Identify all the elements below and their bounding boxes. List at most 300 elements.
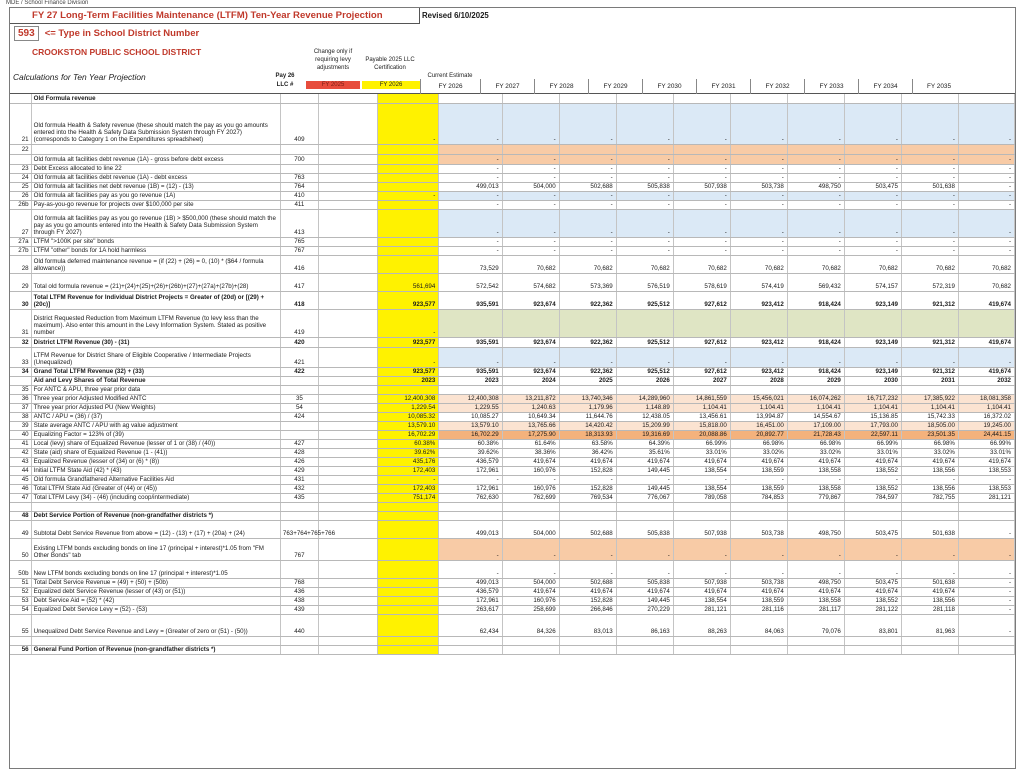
llc-number: 424 [280, 412, 318, 421]
llc-number: 435 [280, 493, 318, 502]
year-value-cell [439, 502, 502, 511]
year-value-cell: - [844, 209, 901, 237]
year-value-cell [502, 385, 559, 394]
llc-certification-value [378, 94, 439, 103]
llc-number: 767 [280, 246, 318, 255]
year-value-cell: 923,149 [844, 337, 901, 347]
year-value-cell [439, 636, 502, 645]
year-value-cell: 505,838 [616, 578, 673, 587]
year-value-cell: 935,591 [439, 337, 502, 347]
year-value-cell: - [844, 191, 901, 200]
year-value-cell [502, 636, 559, 645]
year-value-cell: - [616, 191, 673, 200]
table-row [10, 448, 1015, 457]
pay26-header: Pay 26 [275, 73, 295, 79]
year-value-cell [439, 309, 502, 337]
table-row [10, 560, 1015, 578]
year-value-cell: 501,638 [901, 182, 958, 191]
table-row [10, 154, 1015, 164]
line-number: 56 [10, 645, 31, 654]
change-only-cell [318, 209, 377, 237]
year-value-cell [439, 645, 502, 654]
year-value-cell: 17,275.90 [502, 430, 559, 439]
year-value-cell [502, 144, 559, 154]
llc-certification-value [378, 605, 439, 614]
year-value-cell: 922,362 [559, 367, 616, 376]
calculations-label: Calculations for Ten Year Projection [13, 72, 146, 82]
year-value-cell: 762,630 [439, 493, 502, 502]
year-value-cell: 23,501.35 [901, 430, 958, 439]
year-value-cell: - [844, 538, 901, 560]
llc-number: 416 [280, 255, 318, 273]
year-value-cell: - [559, 191, 616, 200]
year-value-cell: 2030 [844, 376, 901, 385]
year-value-cell: 2029 [787, 376, 844, 385]
year-value-cell: 1,104.41 [901, 403, 958, 412]
year-value-cell: 138,558 [787, 484, 844, 493]
row-description: Old formula alt facilities net debt revenue (1B) = (12) - (13) [31, 182, 280, 191]
year-value-cell: - [730, 209, 787, 237]
row-description: Old formula deferred maintenance revenue = (if (22) + (26) = 0, (10) * ($64 / formula allowance)) [31, 255, 280, 273]
line-number: 28 [10, 255, 31, 273]
row-description: Old formula alt facilities debt revenue (1A) - debt excess [31, 173, 280, 182]
year-value-cell: - [616, 475, 673, 484]
year-value-cell: 921,312 [901, 367, 958, 376]
year-value-cell: 498,750 [787, 520, 844, 538]
table-row [10, 237, 1015, 246]
year-value-cell: 10,649.34 [502, 412, 559, 421]
year-value-cell: - [502, 200, 559, 209]
line-number: 44 [10, 466, 31, 475]
year-value-cell: 419,674 [958, 367, 1014, 376]
year-value-cell: - [559, 209, 616, 237]
table-row [10, 337, 1015, 347]
change-only-cell [318, 394, 377, 403]
row-description: LTFM "other" bonds for 1A hold harmless [31, 246, 280, 255]
table-row [10, 538, 1015, 560]
year-value-cell [616, 636, 673, 645]
row-description: For ANTC & APU, three year prior data [31, 385, 280, 394]
change-only-cell [318, 475, 377, 484]
year-value-cell: - [901, 475, 958, 484]
year-value-cell: - [616, 237, 673, 246]
year-value-cell: - [502, 173, 559, 182]
year-value-cell [844, 385, 901, 394]
llc-number: 767 [280, 538, 318, 560]
year-value-cell [958, 309, 1014, 337]
breadcrumb: MDE / School Finance Division [6, 0, 89, 6]
change-only-cell [318, 144, 377, 154]
llc-certification-value: 10,085.32 [378, 412, 439, 421]
year-value-cell: 138,552 [844, 596, 901, 605]
year-value-cell: 419,674 [730, 457, 787, 466]
year-value-cell: 419,674 [844, 457, 901, 466]
year-value-cell [787, 385, 844, 394]
year-value-cell [844, 144, 901, 154]
year-value-cell: - [673, 154, 730, 164]
llc-number: 426 [280, 457, 318, 466]
llc-certification-value [378, 144, 439, 154]
year-value-cell: 923,674 [502, 291, 559, 309]
year-value-cell: 503,475 [844, 182, 901, 191]
year-value-cell: - [958, 246, 1014, 255]
year-value-cell [787, 94, 844, 103]
llc-number: 35 [280, 394, 318, 403]
llc-certification-value [378, 385, 439, 394]
year-value-cell: - [673, 475, 730, 484]
year-value-cell: 61.64% [502, 439, 559, 448]
year-value-cell: 266,846 [559, 605, 616, 614]
year-value-cell [673, 511, 730, 520]
change-only-cell [318, 430, 377, 439]
year-value-cell [787, 144, 844, 154]
year-value-cell: 270,229 [616, 605, 673, 614]
year-value-cell: 419,674 [901, 457, 958, 466]
year-value-cell: - [502, 191, 559, 200]
row-description: Local (levy) share of Equalized Revenue (lesser of 1 or (38) / (40)) [31, 439, 280, 448]
year-value-cell: 578,619 [673, 273, 730, 291]
year-value-cell: 15,209.99 [616, 421, 673, 430]
year-value-cell: - [958, 596, 1014, 605]
year-value-cell: - [958, 560, 1014, 578]
year-value-cell: 436,579 [439, 587, 502, 596]
year-value-cell: - [844, 164, 901, 173]
year-value-cell: 789,058 [673, 493, 730, 502]
year-header: FY 2033 [804, 79, 858, 94]
year-value-cell: 419,674 [730, 587, 787, 596]
year-value-cell: - [439, 246, 502, 255]
year-value-cell: 569,432 [787, 273, 844, 291]
year-value-cell: 17,793.00 [844, 421, 901, 430]
year-value-cell: 923,149 [844, 367, 901, 376]
year-value-cell: 1,104.41 [673, 403, 730, 412]
llc-certification-value: - [378, 103, 439, 144]
year-value-cell [616, 645, 673, 654]
year-value-cell: - [673, 164, 730, 173]
year-value-cell [730, 645, 787, 654]
line-number: 25 [10, 182, 31, 191]
year-value-cell [787, 511, 844, 520]
row-description: Old formula Health & Safety revenue (these should match the pay as you go amounts entered into the Health & Safety Data Submission System through FY 2027) (corresponds to Category 1 on the Expenditures spreadsheet) [31, 103, 280, 144]
llc-certification-value [378, 209, 439, 237]
table-row [10, 273, 1015, 291]
year-value-cell: - [787, 475, 844, 484]
year-value-cell [616, 385, 673, 394]
llc-certification-value: 60.38% [378, 439, 439, 448]
year-value-cell: - [958, 520, 1014, 538]
year-value-cell: - [958, 209, 1014, 237]
spreadsheet [9, 7, 1016, 769]
year-value-cell: 33.01% [673, 448, 730, 457]
year-value-cell [730, 385, 787, 394]
year-value-cell [844, 94, 901, 103]
year-value-cell: 498,750 [787, 182, 844, 191]
year-value-cell: 66.98% [730, 439, 787, 448]
year-value-cell: 419,674 [787, 457, 844, 466]
district-number-row [10, 25, 420, 41]
year-value-cell: - [958, 237, 1014, 246]
year-value-cell: 160,976 [502, 484, 559, 493]
year-value-cell: 935,591 [439, 367, 502, 376]
year-value-cell: 66.99% [958, 439, 1014, 448]
table-row [10, 291, 1015, 309]
row-description: General Fund Portion of Revenue (non-grandfather districts *) [31, 645, 280, 654]
year-value-cell: 70,682 [844, 255, 901, 273]
year-value-cell: 784,597 [844, 493, 901, 502]
row-description: State (aid) share of Equalized Revenue (1 - (41)) [31, 448, 280, 457]
year-value-cell: 2024 [502, 376, 559, 385]
year-value-cell: 12,400,308 [439, 394, 502, 403]
year-value-cell: - [616, 209, 673, 237]
year-value-cell: - [901, 237, 958, 246]
row-description: Old Formula revenue [31, 94, 280, 103]
year-value-cell: 1,104.41 [787, 403, 844, 412]
year-value-cell: 502,688 [559, 520, 616, 538]
line-number: 26 [10, 191, 31, 200]
line-number: 35 [10, 385, 31, 394]
change-only-cell [318, 367, 377, 376]
district-number-label: <= Type in School District Number [44, 27, 200, 39]
year-value-cell [787, 502, 844, 511]
row-description: Equalized Revenue (lesser of (34) or (6) * (8)) [31, 457, 280, 466]
llc-certification-value [378, 173, 439, 182]
year-value-cell: 762,699 [502, 493, 559, 502]
row-description: Total Debt Service Revenue = (49) + (50) + (50b) [31, 578, 280, 587]
year-value-cell: 138,559 [730, 484, 787, 493]
llc-number [280, 502, 318, 511]
year-value-cell: 33.02% [787, 448, 844, 457]
year-value-cell [901, 636, 958, 645]
line-number: 48 [10, 511, 31, 520]
change-only-header: Change only if requiring levy adjustments [313, 49, 353, 71]
llc-number [280, 511, 318, 520]
llc-certification-value [378, 246, 439, 255]
year-value-cell: 574,157 [844, 273, 901, 291]
year-value-cell: - [559, 173, 616, 182]
line-number: 39 [10, 421, 31, 430]
year-value-cell: - [901, 560, 958, 578]
year-value-cell: - [958, 605, 1014, 614]
year-value-cell: 138,553 [958, 466, 1014, 475]
change-only-cell [318, 347, 377, 367]
year-value-cell: 927,612 [673, 367, 730, 376]
change-only-cell [318, 636, 377, 645]
row-description [31, 502, 280, 511]
year-value-cell: 14,420.42 [559, 421, 616, 430]
table-row [10, 421, 1015, 430]
change-only-cell [318, 421, 377, 430]
year-value-cell: - [958, 154, 1014, 164]
table-row [10, 484, 1015, 493]
llc-number: 439 [280, 605, 318, 614]
llc-number [280, 144, 318, 154]
year-value-cell: - [439, 154, 502, 164]
table-row [10, 103, 1015, 144]
table-row [10, 246, 1015, 255]
year-value-cell: 19,316.69 [616, 430, 673, 439]
llc-certification-value: 561,694 [378, 273, 439, 291]
llc-number [280, 421, 318, 430]
table-row [10, 596, 1015, 605]
llc-certification-value: 923,577 [378, 367, 439, 376]
llc-number: 436 [280, 587, 318, 596]
district-number-input[interactable]: 593 [14, 26, 39, 41]
llc-certification-value [378, 154, 439, 164]
table-row [10, 200, 1015, 209]
year-value-cell: - [439, 475, 502, 484]
year-value-cell: - [730, 347, 787, 367]
table-row [10, 347, 1015, 367]
year-value-cell: 33.02% [730, 448, 787, 457]
year-value-cell: - [673, 246, 730, 255]
year-value-cell: - [787, 164, 844, 173]
year-value-cell: 419,674 [616, 587, 673, 596]
row-description: Equalized Debt Service Levy = (52) - (53) [31, 605, 280, 614]
year-value-cell [958, 94, 1014, 103]
year-value-cell: 923,149 [844, 291, 901, 309]
year-value-cell: 502,688 [559, 182, 616, 191]
llc-certification-value [378, 596, 439, 605]
year-value-cell [616, 502, 673, 511]
year-value-cell: 149,445 [616, 466, 673, 475]
year-header: FY 2028 [534, 79, 588, 94]
year-value-cell: - [787, 347, 844, 367]
year-value-cell: 419,674 [958, 291, 1014, 309]
year-value-cell [958, 144, 1014, 154]
table-row [10, 173, 1015, 182]
year-value-cell [502, 309, 559, 337]
year-value-cell: 419,674 [901, 587, 958, 596]
year-value-cell: 13,994.87 [730, 412, 787, 421]
year-value-cell: 419,674 [559, 587, 616, 596]
year-value-cell [673, 144, 730, 154]
change-only-cell [318, 164, 377, 173]
year-value-cell [730, 511, 787, 520]
llc-number [280, 645, 318, 654]
year-value-cell: 419,674 [787, 587, 844, 596]
line-number: 27a [10, 237, 31, 246]
year-value-cell: 507,938 [673, 578, 730, 587]
llc-number: 763 [280, 173, 318, 182]
year-value-cell: - [844, 560, 901, 578]
year-value-cell: 1,229.55 [439, 403, 502, 412]
line-number [10, 94, 31, 103]
llc-number: 431 [280, 475, 318, 484]
year-value-cell [958, 511, 1014, 520]
llc-certification-value [378, 520, 439, 538]
llc-number: 411 [280, 200, 318, 209]
year-value-cell: 18,505.00 [901, 421, 958, 430]
year-value-cell: - [502, 154, 559, 164]
year-value-cell: 160,976 [502, 466, 559, 475]
llc-certification-value [378, 578, 439, 587]
year-value-cell: 70,682 [730, 255, 787, 273]
year-value-cell: 79,076 [787, 614, 844, 636]
year-value-cell: - [502, 237, 559, 246]
llc-certification-value: - [378, 347, 439, 367]
year-value-cell: 503,738 [730, 182, 787, 191]
year-value-cell: 16,074,262 [787, 394, 844, 403]
llc-certification-value [378, 538, 439, 560]
table-row [10, 493, 1015, 502]
year-value-cell: - [787, 191, 844, 200]
row-description: District Requested Reduction from Maximum LTFM Revenue (to levy less than the maximum). Also enter this amount in the Levy Information System. Stated as positive number [31, 309, 280, 337]
year-value-cell: - [787, 538, 844, 560]
year-value-cell: 172,961 [439, 466, 502, 475]
year-value-cell [673, 645, 730, 654]
line-number [10, 502, 31, 511]
year-value-cell: 138,559 [730, 596, 787, 605]
year-value-cell [616, 94, 673, 103]
year-value-cell: - [616, 246, 673, 255]
year-value-cell: 281,116 [730, 605, 787, 614]
year-value-cell: - [559, 538, 616, 560]
year-value-cell: 1,104.41 [844, 403, 901, 412]
llc-number: 421 [280, 347, 318, 367]
year-value-cell: 152,828 [559, 484, 616, 493]
table-row [10, 520, 1015, 538]
llc-certification-value: - [378, 191, 439, 200]
sheet-header [10, 8, 1015, 94]
year-value-cell: 149,445 [616, 596, 673, 605]
year-value-cell: 921,312 [901, 291, 958, 309]
year-value-cell: 769,534 [559, 493, 616, 502]
year-value-cell: 923,674 [502, 337, 559, 347]
year-value-cell: - [502, 246, 559, 255]
year-value-cell: - [502, 475, 559, 484]
year-value-cell [730, 502, 787, 511]
change-only-cell [318, 237, 377, 246]
year-value-cell [616, 511, 673, 520]
llc-certification-value: 751,174 [378, 493, 439, 502]
year-value-cell: - [958, 164, 1014, 173]
llc-number: 419 [280, 309, 318, 337]
year-value-cell [844, 636, 901, 645]
year-value-cell: 70,682 [502, 255, 559, 273]
year-value-cell [844, 645, 901, 654]
year-value-cell: - [958, 200, 1014, 209]
year-value-cell: 436,579 [439, 457, 502, 466]
year-value-cell: - [616, 164, 673, 173]
year-value-cell: 33.01% [844, 448, 901, 457]
year-value-cell: 138,554 [673, 596, 730, 605]
year-value-cell: - [844, 103, 901, 144]
year-value-cell: 573,369 [559, 273, 616, 291]
year-header: FY 2032 [750, 79, 804, 94]
year-value-cell: 66.99% [673, 439, 730, 448]
year-value-cell [502, 511, 559, 520]
year-value-cell: 499,013 [439, 182, 502, 191]
year-value-cell: - [730, 173, 787, 182]
year-value-cell: 2027 [673, 376, 730, 385]
year-value-cell: - [958, 347, 1014, 367]
year-value-cell: - [958, 103, 1014, 144]
line-number: 21 [10, 103, 31, 144]
current-estimate-header: Current Estimate [427, 73, 473, 79]
year-value-cell: 12,438.05 [616, 412, 673, 421]
year-value-cell: - [616, 538, 673, 560]
year-value-cell: - [559, 164, 616, 173]
change-only-cell [318, 448, 377, 457]
year-value-cell: 263,617 [439, 605, 502, 614]
row-description: ANTC / APU = (36) / (37) [31, 412, 280, 421]
llc-certification-value [378, 511, 439, 520]
year-value-cell: 10,085.27 [439, 412, 502, 421]
change-only-cell [318, 273, 377, 291]
revised-date: Revised 6/10/2025 [422, 11, 489, 20]
year-value-cell [439, 511, 502, 520]
change-only-cell [318, 502, 377, 511]
